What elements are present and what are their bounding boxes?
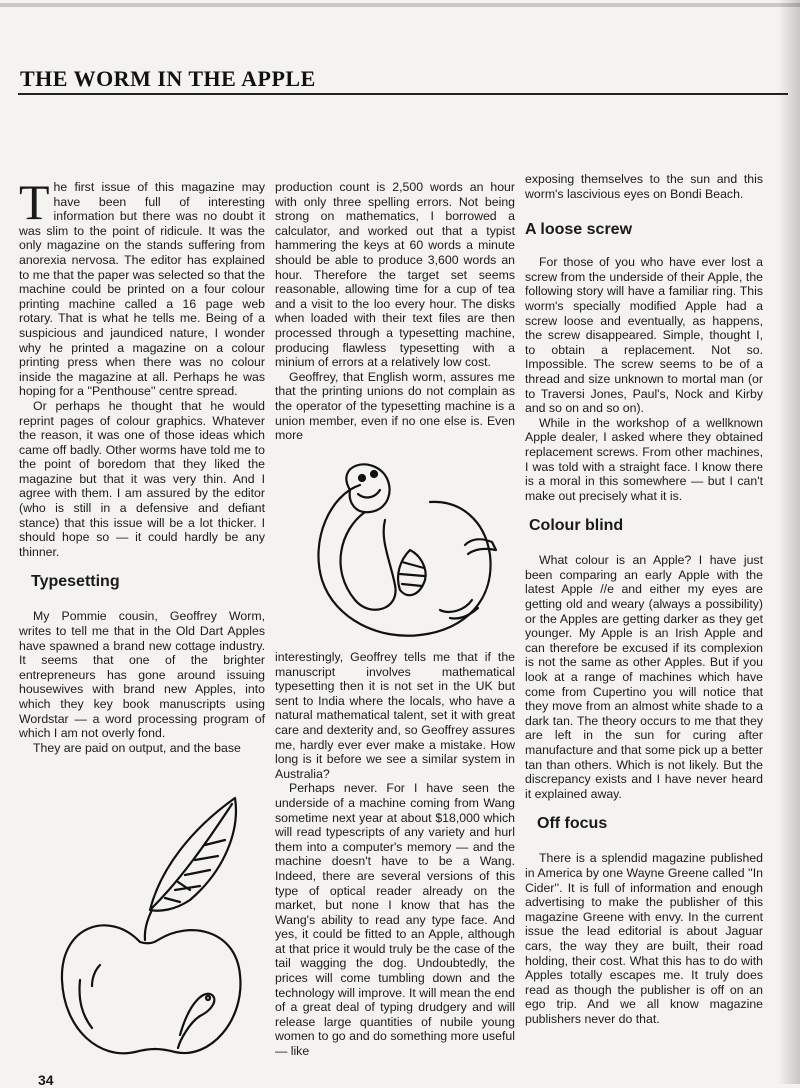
worm-apple-illustration bbox=[300, 450, 510, 645]
column-2 bbox=[275, 180, 515, 443]
paragraph: What colour is an Apple? I have just been comparing an early Apple with the latest Apple //e and either my eyes are getting old and weary (always a possibility) or the Apples are getting darker as they get younger. My Apple is an Irish Apple and can therefore be excused if its complexion is not the same as other Apples. But if you look at a range of machines which have come from Cupertino you will notice that they move from an almost white shade to a dark tan. The theory occurs to me that they are left in the sun for curing after manufacture and that some pick up a better tan than others. Which is not likely. But the discrepancy exists and I have never heard it explained away. bbox=[525, 553, 763, 801]
section-heading-loose-screw: A loose screw bbox=[525, 221, 633, 239]
section-heading-off-focus: Off focus bbox=[537, 815, 608, 833]
title-rule bbox=[18, 93, 788, 95]
column-2-continued bbox=[275, 650, 515, 1059]
scan-edge bbox=[0, 3, 800, 7]
apple-worm-illustration bbox=[40, 790, 265, 1065]
section-heading-colour-blind: Colour blind bbox=[529, 517, 624, 535]
paragraph: My Pommie cousin, Geoffrey Worm, writes to tell me that in the Old Dart Apples have spawned a brand new cottage industry. It seems that one of the brighter entrepreneurs has gone around issuing housewives with brand new Apples, into which they key book manuscripts using Wordstar — a word processing program of which I am not overly fond. bbox=[19, 609, 265, 741]
paragraph: There is a splendid magazine published in America by one Wayne Greene called ''In Cider''. It is full of information and enough advertising to make the publisher of this magazine Greene with envy. In the current issue the lead editorial is about Jaguar cars, the way they are built, their road holding, their cost. What this has to do with Apples totally escapes me. It truly does read as though the publisher is off on an ego trip. And we all know magazine publishers never do that. bbox=[525, 851, 763, 1026]
paragraph: Or perhaps he thought that he would reprint pages of colour graphics. Whatever the reason, it was one of those ideas which came off badly. Other worms have told me to the point of boredom that they liked the magazine but that it was very thin. And I agree with them. I am assured by the editor (who is still in a defensive and defiant stance) that this issue will be a lot thicker. I should hope so — it could hardly be any thinner. bbox=[19, 398, 265, 559]
column-1 bbox=[19, 174, 265, 755]
column-3 bbox=[525, 172, 763, 1027]
section-heading-typesetting: Typesetting bbox=[31, 573, 120, 591]
paragraph: production count is 2,500 words an hour with only three spelling errors. Not being strong on mathematics, I borrowed a calculator, and worked out that a typist hammering the keys at 60 words a minute should be able to produce 3,600 words an hour. Therefore the target set seems reasonable, allowing time for a cup of tea and a visit to the loo every hour. The disks when loaded with their text files are then processed through a typesetting machine, producing flawless typesetting with a minium of errors at a relatively low cost. bbox=[275, 180, 515, 370]
paragraph: exposing themselves to the sun and this worm's lascivious eyes on Bondi Beach. bbox=[525, 172, 763, 201]
paragraph: interestingly, Geoffrey tells me that if the manuscript involves mathematical typesetting then it is not set in the UK but sent to India where the locals, who have a natural mathematical talent, set it with great care and dexterity and, so Geoffrey assures me, hardly ever ever make a mistake. How long is it before we see a similar system in Australia? bbox=[275, 650, 515, 781]
paragraph: Perhaps never. For I have seen the underside of a machine coming from Wang sometime next year at about $18,000 which will read typescripts of any variety and hurl them into a computer's memory — and the machine doesn't have to be a Wang. Indeed, there are several versions of this type of optical reader already on the market, but none I know that has the Wang's ability to read any type face. And yes, it could be fitted to an Apple, although at that price it would truly be the case of the tail wagging the dog. Undoubtedly, the prices will come tumbling down and the technology will improve. It will mean the end of a great deal of typing drudgery and will release large quantities of nubile young women to go and do something more useful — like bbox=[275, 781, 515, 1059]
page-number: 34 bbox=[38, 1072, 54, 1088]
paragraph: The first issue of this magazine may have been full of interesting information but there was no doubt it was slim to the point of ridicule. It was the only magazine on the stands suffering from anorexia nervosa. The editor has explained to me that the paper was selected so that the machine could be printed on a four colour printing machine called a 16 page web rotary. That is what he tells me. Being of a suspicious and jaundiced nature, I wonder why he printed a magazine on a colour printing press when there was no colour inside the magazine at all. Perhaps he was hoping for a ''Penthouse'' centre spread. bbox=[19, 174, 265, 399]
drop-cap: T bbox=[19, 174, 50, 230]
article-title: THE WORM IN THE APPLE bbox=[20, 66, 316, 91]
page-gutter-shadow bbox=[778, 0, 800, 1084]
paragraph: They are paid on output, and the base bbox=[33, 740, 241, 755]
paragraph: For those of you who have ever lost a screw from the underside of their Apple, the following story will have a familiar ring. This worm's specially modified Apple had a screw loose and eventually, as happens, the screw disappeared. Simple, thought I, to obtain a replacement. Not so. Impossible. The screw seems to be of a thread and size unknown to mortal man (or to Traversi Jones, Paul's, Nock and Kirby and so on and so on). bbox=[525, 255, 763, 416]
paragraph: Geoffrey, that English worm, assures me that the printing unions do not complain as the operator of the typesetting machine is a union member, even if no one else is. Even more bbox=[275, 369, 515, 443]
paragraph: While in the workshop of a wellknown Apple dealer, I asked where they obtained replacement screws. From other machines, I was told with a straight face. I know there is a moral in this somewhere — but I can't make out precisely what it is. bbox=[525, 415, 763, 503]
